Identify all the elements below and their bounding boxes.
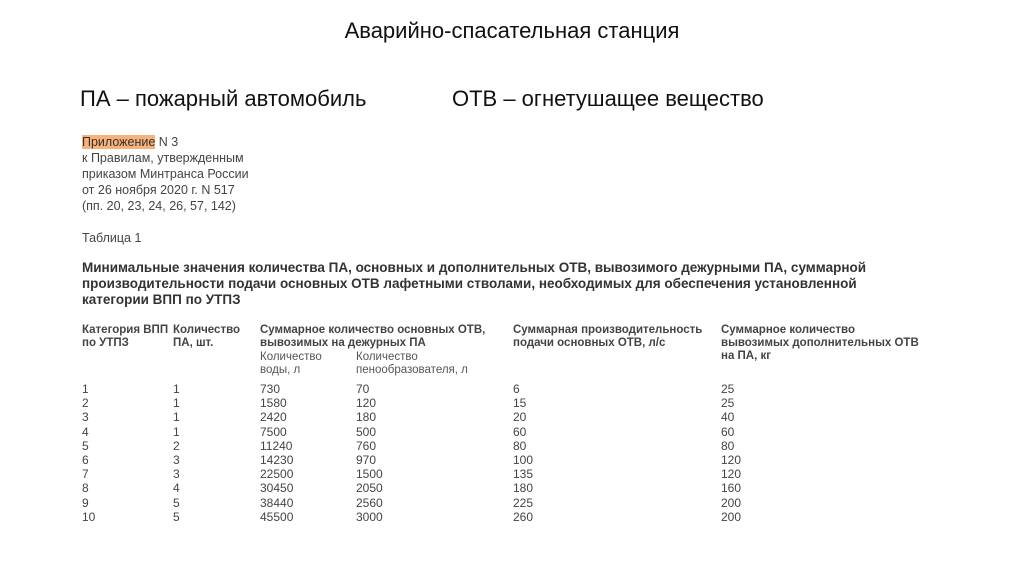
- cell-water: 1580: [260, 396, 287, 411]
- table-body: [82, 382, 942, 524]
- subheader-foam: [356, 351, 468, 377]
- table-row: [82, 496, 942, 510]
- table-row: [82, 467, 942, 481]
- table-row: [82, 439, 942, 453]
- header-line: ПА, шт.: [173, 337, 214, 349]
- cell-count: 1: [173, 424, 180, 439]
- appendix-line: приказом Минтранса России: [82, 167, 249, 181]
- cell-extra: 200: [721, 509, 742, 524]
- cell-rate: 6: [513, 382, 520, 396]
- cell-foam: 1500: [356, 467, 383, 482]
- cell-extra: 200: [721, 495, 742, 510]
- header-line: воды, л: [260, 364, 301, 376]
- cell-category: 8: [82, 481, 89, 496]
- cell-extra: 80: [721, 438, 735, 453]
- cell-category: 4: [82, 424, 89, 439]
- cell-water: 2420: [260, 410, 287, 425]
- cell-extra: 120: [721, 452, 742, 467]
- cell-category: 6: [82, 452, 89, 467]
- cell-foam: 760: [356, 438, 377, 453]
- header-line: пенообразователя, л: [356, 364, 468, 376]
- cell-extra: 40: [721, 410, 735, 425]
- cell-water: 30450: [260, 481, 294, 496]
- cell-water: 730: [260, 382, 281, 396]
- cell-category: 5: [82, 438, 89, 453]
- cell-count: 1: [173, 382, 180, 396]
- cell-rate: 180: [513, 481, 534, 496]
- cell-count: 3: [173, 467, 180, 482]
- header-line: Суммарная производительность: [513, 324, 703, 336]
- header-line: Суммарное количество: [721, 324, 856, 336]
- header-count: [173, 324, 240, 350]
- cell-foam: 970: [356, 452, 377, 467]
- header-main-otv: [260, 324, 485, 350]
- cell-category: 10: [82, 509, 96, 524]
- cell-foam: 2560: [356, 495, 383, 510]
- header-category: [82, 324, 168, 350]
- appendix-line: от 26 ноября 2020 г. N 517: [82, 183, 235, 197]
- table-row: [82, 425, 942, 439]
- cell-rate: 80: [513, 438, 527, 453]
- table-row: [82, 481, 942, 495]
- table-caption: Минимальные значения количества ПА, основных и дополнительных ОТВ, вывозимого дежурными ПА, суммарной производительности подачи основных ОТВ лафетными стволами, необходимых для обеспечения установленной категории ВПП по УТПЗ: [82, 260, 867, 307]
- table-row: [82, 410, 942, 424]
- table-row: [82, 382, 942, 396]
- cell-rate: 260: [513, 509, 534, 524]
- cell-water: 14230: [260, 452, 294, 467]
- header-line: вывозимых на дежурных ПА: [260, 337, 426, 349]
- cell-rate: 100: [513, 452, 534, 467]
- table-row: [82, 396, 942, 410]
- subheader-water: [260, 351, 322, 377]
- cell-extra: 60: [721, 424, 735, 439]
- cell-count: 4: [173, 481, 180, 496]
- cell-category: 1: [82, 382, 89, 396]
- table-row: [82, 453, 942, 467]
- cell-extra: 25: [721, 396, 735, 411]
- header-line: Категория ВПП: [82, 324, 169, 336]
- cell-count: 2: [173, 438, 180, 453]
- cell-rate: 60: [513, 424, 527, 439]
- appendix-reference: [82, 134, 942, 214]
- header-rate: [513, 324, 702, 350]
- header-line: вывозимых дополнительных ОТВ: [721, 337, 919, 349]
- cell-count: 3: [173, 452, 180, 467]
- appendix-line: (пп. 20, 23, 24, 26, 57, 142): [82, 199, 236, 213]
- cell-water: 11240: [260, 438, 293, 453]
- cell-category: 2: [82, 396, 89, 411]
- header-line: подачи основных ОТВ, л/с: [513, 337, 666, 349]
- header-line: Суммарное количество основных ОТВ,: [260, 324, 486, 336]
- abbreviation-pa: ПА – пожарный автомобиль: [80, 86, 367, 111]
- cell-rate: 225: [513, 495, 534, 510]
- cell-foam: 3000: [356, 509, 383, 524]
- cell-foam: 180: [356, 410, 377, 425]
- cell-extra: 120: [721, 467, 742, 482]
- cell-category: 3: [82, 410, 89, 425]
- document-excerpt: [82, 134, 942, 544]
- cell-rate: 135: [513, 467, 534, 482]
- cell-rate: 20: [513, 410, 527, 425]
- appendix-line: к Правилам, утвержденным: [82, 151, 244, 165]
- header-line: по УТПЗ: [82, 337, 129, 349]
- header-line: Количество: [260, 351, 322, 363]
- cell-extra: 25: [721, 382, 735, 396]
- appendix-highlight: Приложение: [82, 135, 156, 149]
- cell-water: 7500: [260, 424, 287, 439]
- cell-count: 5: [173, 495, 180, 510]
- cell-foam: 120: [356, 396, 377, 411]
- cell-rate: 15: [513, 396, 527, 411]
- header-line: Количество: [356, 351, 418, 363]
- table-row: [82, 510, 942, 524]
- appendix-heading: [82, 134, 942, 150]
- cell-foam: 500: [356, 424, 377, 439]
- header-line: на ПА, кг: [721, 350, 772, 362]
- cell-foam: 70: [356, 382, 370, 396]
- cell-water: 38440: [260, 495, 294, 510]
- appendix-number: N 3: [155, 135, 179, 149]
- slide-title: Аварийно-спасательная станция: [344, 18, 680, 43]
- cell-count: 5: [173, 509, 180, 524]
- cell-category: 7: [82, 467, 89, 482]
- cell-count: 1: [173, 396, 180, 411]
- cell-category: 9: [82, 495, 89, 510]
- cell-extra: 160: [721, 481, 742, 496]
- cell-water: 45500: [260, 509, 294, 524]
- abbreviation-otv: ОТВ – огнетушащее вещество: [452, 86, 764, 111]
- cell-foam: 2050: [356, 481, 383, 496]
- cell-count: 1: [173, 410, 180, 425]
- cell-water: 22500: [260, 467, 294, 482]
- header-line: Количество: [173, 324, 241, 336]
- data-table: [82, 324, 942, 544]
- table-label: Таблица 1: [82, 231, 142, 245]
- header-extra: [721, 324, 919, 363]
